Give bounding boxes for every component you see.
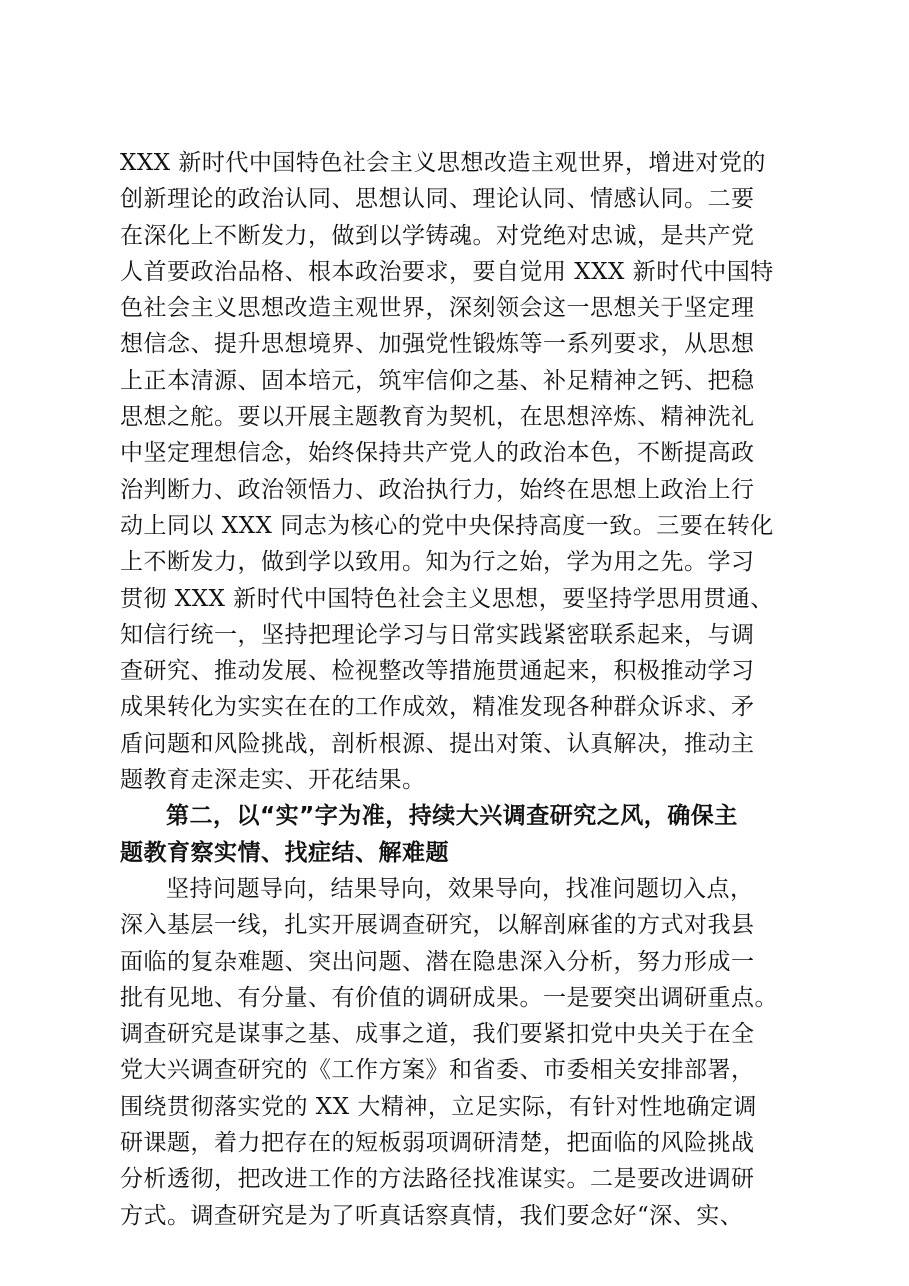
text-line: 色社会主义思想改造主观世界，深刻领会这一思想关于坚定理 xyxy=(120,295,755,322)
text-line: 查研究、推动发展、检视整改等措施贯通起来，积极推动学习 xyxy=(120,658,755,685)
text-line: 动上同以 XXX 同志为核心的党中央保持高度一致。三要在转化 xyxy=(120,512,774,539)
paragraph-1 xyxy=(120,145,810,798)
text-line: 中坚定理想信念，始终保持共产党人的政治本色，不断提高政 xyxy=(120,440,755,467)
heading-line: 题教育察实情、找症结、解难题 xyxy=(120,839,449,866)
text-line: XXX 新时代中国特色社会主义思想改造主观世界，增进对党的 xyxy=(120,150,766,176)
text-line: 思想之舵。要以开展主题教育为契机，在思想淬炼、精神洗礼 xyxy=(120,404,755,431)
text-line: 题教育走深走实、开花结果。 xyxy=(120,767,426,794)
text-line: 方式。调查研究是为了听真话察真情，我们要念好“深、实、 xyxy=(120,1202,744,1229)
text-line: 成果转化为实实在在的工作成效，精准发现各种群众诉求、矛 xyxy=(120,694,755,721)
text-line: 知信行统一，坚持把理论学习与日常实践紧密联系起来，与调 xyxy=(120,621,755,648)
text-line: 面临的复杂难题、突出问题、潜在隐患深入分析，努力形成一 xyxy=(120,948,755,975)
text-line: 深入基层一线，扎实开展调查研究，以解剖麻雀的方式对我县 xyxy=(120,912,755,939)
text-line: 研课题，着力把存在的短板弱项调研清楚，把面临的风险挑战 xyxy=(120,1130,755,1157)
text-line: 调查研究是谋事之基、成事之道，我们要紧扣党中央关于在全 xyxy=(120,1021,755,1048)
text-line: 上不断发力，做到学以致用。知为行之始，学为用之先。学习 xyxy=(120,549,755,576)
paragraph-2 xyxy=(120,871,810,1234)
text-line: 党大兴调查研究的《工作方案》和省委、市委相关安排部署， xyxy=(120,1057,755,1084)
text-line: 上正本清源、固本培元，筑牢信仰之基、补足精神之钙、把稳 xyxy=(120,367,755,394)
section-heading xyxy=(120,798,810,871)
text-line: 坚持问题导向，结果导向，效果导向，找准问题切入点， xyxy=(166,875,754,902)
text-line: 批有见地、有分量、有价值的调研成果。一是要突出调研重点。 xyxy=(120,984,778,1011)
text-line: 贯彻 XXX 新时代中国特色社会主义思想，要坚持学思用贯通、 xyxy=(120,585,774,612)
heading-line: 第二，以“实”字为准，持续大兴调查研究之风，确保主 xyxy=(166,803,738,830)
text-line: 治判断力、政治领悟力、政治执行力，始终在思想上政治上行 xyxy=(120,476,755,503)
text-line: 盾问题和风险挑战，剖析根源、提出对策、认真解决，推动主 xyxy=(120,730,755,757)
text-line: 人首要政治品格、根本政治要求，要自觉用 XXX 新时代中国特 xyxy=(120,258,774,285)
text-line: 在深化上不断发力，做到以学铸魂。对党绝对忠诚，是共产党 xyxy=(120,222,755,249)
text-line: 想信念、提升思想境界、加强党性锻炼等一系列要求，从思想 xyxy=(120,331,755,358)
text-line: 围绕贯彻落实党的 XX 大精神，立足实际，有针对性地确定调 xyxy=(120,1093,757,1120)
text-line: 创新理论的政治认同、思想认同、理论认同、情感认同。二要 xyxy=(120,186,755,213)
text-line: 分析透彻，把改进工作的方法路径找准谋实。二是要改进调研 xyxy=(120,1166,755,1193)
document-page xyxy=(120,145,810,1234)
